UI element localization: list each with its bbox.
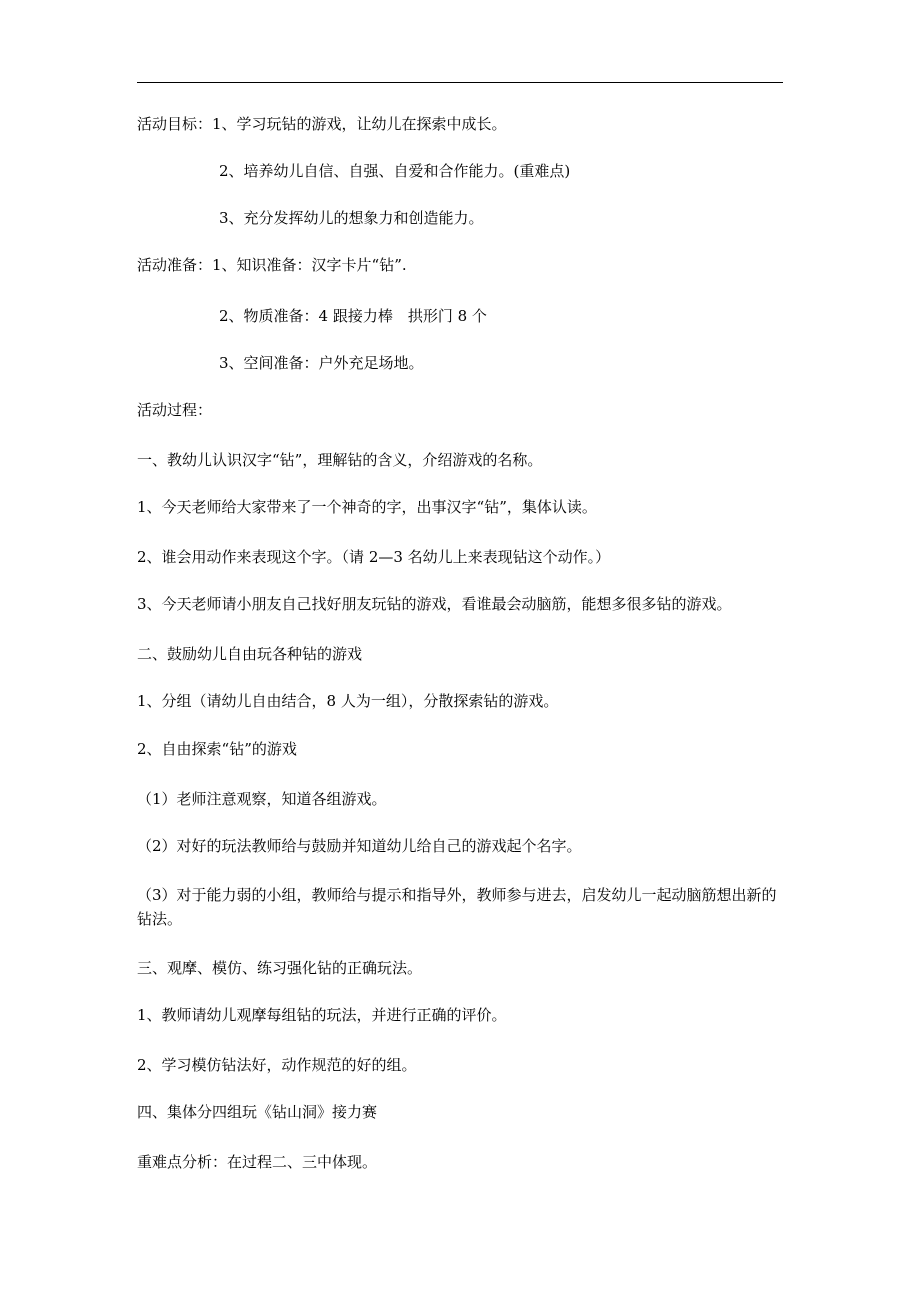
process-1-step-3: 3、今天老师请小朋友自己找好朋友玩钻的游戏，看谁最会动脑筋，能想多很多钻的游戏。 (137, 595, 732, 613)
activity-prep-3: 3、空间准备：户外充足场地。 (219, 354, 424, 372)
process-section-2-heading: 二、鼓励幼儿自由玩各种钻的游戏 (137, 645, 363, 663)
process-2-substep-2: （2）对好的玩法教师给与鼓励并知道幼儿给自己的游戏起个名字。 (137, 837, 582, 855)
process-section-4-heading: 四、集体分四组玩《钻山洞》接力赛 (137, 1103, 378, 1121)
process-2-step-2: 2、自由探索“钻”的游戏 (137, 740, 297, 758)
process-1-step-1: 1、今天老师给大家带来了一个神奇的字，出事汉字“钻”，集体认读。 (137, 498, 597, 516)
process-2-substep-3: （3）对于能力弱的小组，教师给与提示和指导外，教师参与进去，启发幼儿一起动脑筋想出新的钻法。 (137, 886, 777, 928)
process-3-step-2: 2、学习模仿钻法好，动作规范的好的组。 (137, 1056, 417, 1074)
header-rule (137, 82, 783, 83)
key-difficulty-analysis: 重难点分析：在过程二、三中体现。 (137, 1153, 378, 1171)
process-3-step-1: 1、教师请幼儿观摩每组钻的玩法，并进行正确的评价。 (137, 1006, 507, 1024)
activity-process-heading: 活动过程： (137, 401, 213, 419)
activity-prep-2: 2、物质准备：4 跟接力棒 拱形门 8 个 (219, 307, 487, 325)
process-section-1-heading: 一、教幼儿认识汉字“钻”，理解钻的含义，介绍游戏的名称。 (137, 451, 543, 469)
activity-goal-3: 3、充分发挥幼儿的想象力和创造能力。 (219, 209, 484, 227)
activity-prep-1: 活动准备：1、知识准备：汉字卡片“钻”. (137, 256, 407, 274)
process-1-step-2: 2、谁会用动作来表现这个字。（请 2—3 名幼儿上来表现钻这个动作。） (137, 548, 611, 566)
process-section-3-heading: 三、观摩、模仿、练习强化钻的正确玩法。 (137, 959, 423, 977)
process-2-step-1: 1、分组（请幼儿自由结合，8 人为一组），分散探索钻的游戏。 (137, 692, 559, 710)
activity-goal-2: 2、培养幼儿自信、自强、自爱和合作能力。(重难点) (219, 162, 571, 180)
activity-goal-1: 活动目标：1、学习玩钻的游戏，让幼儿在探索中成长。 (137, 115, 507, 133)
process-2-substep-1: （1）老师注意观察，知道各组游戏。 (137, 790, 387, 808)
